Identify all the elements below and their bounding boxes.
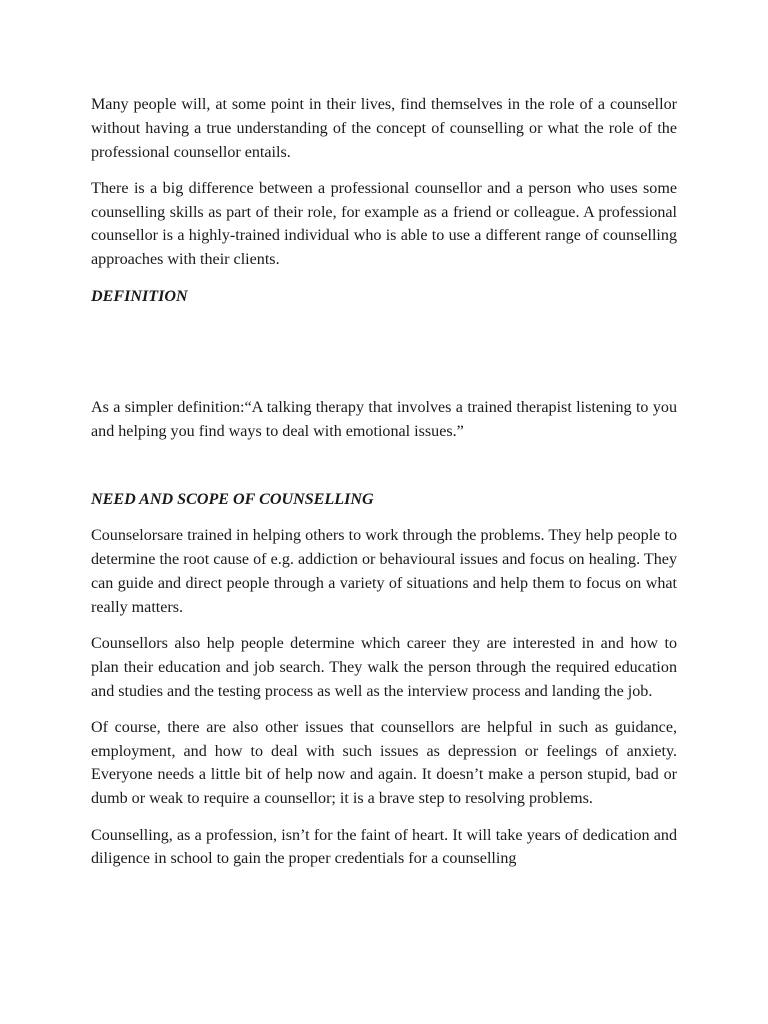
paragraph-need-1: Counselorsare trained in helping others to work through the problems. They help people to determine the root cause of e.g. addiction or behavioural issues and focus on healing. They can guide and direct people through a variety of situations and help them to focus on what really matters. [91,527,677,616]
definition-heading: DEFINITION [91,287,188,305]
paragraph-need-4: Counselling, as a profession, isn’t for the faint of heart. It will take years of dedication and diligence in school to gain the proper credentials for a counselling [91,826,677,868]
blank-space [91,456,677,488]
paragraph-need-2: Counsellors also help people determine which career they are interested in and how to plan their education and job search. They walk the person through the required education and studies and the testing process as well as the interview process and landing the job. [91,634,677,700]
paragraph-intro-1: Many people will, at some point in their lives, find themselves in the role of a counsellor without having a true understanding of the concept of counselling or what the role of the professional counsellor entails. [91,96,677,161]
need-and-scope-heading: NEED AND SCOPE OF COUNSELLING [91,490,374,508]
definition-text: As a simpler definition:“A talking therapy that involves a trained therapist listening to you and helping you find ways to deal with emotional issues.” [91,398,677,440]
paragraph-intro-2: There is a big difference between a professional counsellor and a person who uses some counselling skills as part of their role, for example as a friend or colleague. A professional counsellor is a highly-trained individual who is able to use a different range of counselling approaches with their clients. [91,179,677,269]
document-body [91,93,677,884]
blank-space [91,321,677,396]
paragraph-need-3: Of course, there are also other issues that counsellors are helpful in such as guidance, employment, and how to deal with such issues as depression or feelings of anxiety. Everyone needs a little bit of help now and again. It doesn’t make a person stupid, bad or dumb or weak to require a counsellor; it is a brave step to resolving problems. [91,718,677,808]
